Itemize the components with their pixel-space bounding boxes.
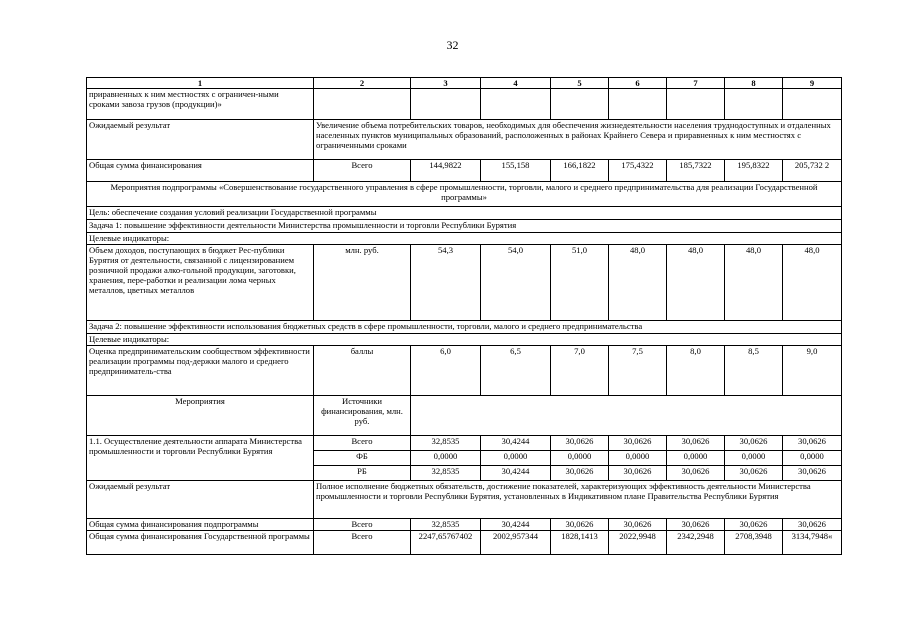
unit-cell: баллы [314,346,411,396]
value-cell: 30,0626 [783,436,842,451]
goal-text: Цель: обеспечение создания условий реализации Государственной программы [87,207,842,220]
value-cell: 0,0000 [609,451,667,466]
page-number: 32 [446,38,459,52]
value-cell: 30,0626 [783,519,842,531]
value-cell: 30,0626 [725,519,783,531]
task-text: Задача 1: повышение эффективности деятельности Министерства промышленности и торговли Республики Бурятия [87,220,842,233]
row-label: Объем доходов, поступающих в бюджет Рес-публики Бурятия от деятельности, связанной с лицензированием розничной продажи алко-гольной продукции, заготовки, хранения, пере-работки и реализации лома черных металлов, цветных металлов [87,245,314,321]
value-cell: 30,0626 [609,519,667,531]
row-label: Общая сумма финансирования Государственной программы [87,531,314,555]
table-row [87,346,842,396]
value-cell: 30,0626 [667,436,725,451]
source-cell: Всего [314,531,411,555]
value-cell: 48,0 [725,245,783,321]
value-cell: 54,0 [481,245,551,321]
empty-cell [667,89,725,120]
row-label: приравненных к ним местностях с ограничен-ными сроками завоза грузов (продукции)» [87,89,314,120]
value-cell: 7,0 [551,346,609,396]
value-cell: 30,0626 [609,436,667,451]
header-row [87,78,842,89]
value-cell: 155,158 [481,160,551,182]
empty-cell [783,89,842,120]
value-cell: 0,0000 [725,451,783,466]
value-cell: 30,0626 [725,466,783,481]
value-cell: 2002,957344 [481,531,551,555]
value-cell: 30,4244 [481,519,551,531]
table-row [87,245,842,321]
unit-cell: млн. руб. [314,245,411,321]
value-cell: 48,0 [783,245,842,321]
value-cell: 0,0000 [551,451,609,466]
source-cell: Всего [314,160,411,182]
row-label: Ожидаемый результат [87,120,314,160]
value-cell: 2342,2948 [667,531,725,555]
value-cell: 185,7322 [667,160,725,182]
row-label: Ожидаемый результат [87,481,314,519]
value-cell: 1828,1413 [551,531,609,555]
value-cell: 51,0 [551,245,609,321]
expected-result-text: Увеличение объема потребительских товаров, необходимых для обеспечения жизнедеятельности населения труднодоступных и отдаленных населенных пунктов муниципальных образований, расположенных в районах Крайнего Севера и приравненных к ним местностях с ограниченными сроками [314,120,842,160]
value-cell: 48,0 [667,245,725,321]
value-cell: 2022,9948 [609,531,667,555]
table-row [87,182,842,207]
table-row [87,519,842,531]
value-cell: 48,0 [609,245,667,321]
value-cell: 3134,7948« [783,531,842,555]
table-row [87,481,842,519]
value-cell: 0,0000 [667,451,725,466]
program-table [86,77,842,555]
table-row [87,207,842,220]
header-cell: 8 [725,78,783,89]
section-heading: Мероприятия подпрограммы «Совершенствование государственного управления в сфере промышленности, торговли, малого и среднего предпринимательства для реализации Государственной программы» [87,182,842,207]
activities-heading: Мероприятия [87,396,314,436]
header-cell: 6 [609,78,667,89]
source-cell: РБ [314,466,411,481]
value-cell: 8,0 [667,346,725,396]
value-cell: 54,3 [411,245,481,321]
row-label: Общая сумма финансирования подпрограммы [87,519,314,531]
source-cell: Всего [314,436,411,451]
value-cell: 195,8322 [725,160,783,182]
table-row [87,436,842,451]
empty-cell [609,89,667,120]
header-cell: 7 [667,78,725,89]
source-cell: ФБ [314,451,411,466]
value-cell: 2708,3948 [725,531,783,555]
table-row [87,334,842,346]
table-row [87,89,842,120]
empty-cell [314,89,411,120]
value-cell: 30,0626 [783,466,842,481]
value-cell: 30,0626 [667,466,725,481]
empty-cell [411,396,842,436]
value-cell: 0,0000 [481,451,551,466]
value-cell: 30,0626 [551,436,609,451]
table-row [87,160,842,182]
value-cell: 175,4322 [609,160,667,182]
table-row [87,321,842,334]
empty-cell [551,89,609,120]
value-cell: 8,5 [725,346,783,396]
row-label: Общая сумма финансирования [87,160,314,182]
value-cell: 0,0000 [783,451,842,466]
header-cell: 9 [783,78,842,89]
header-cell: 4 [481,78,551,89]
header-cell: 2 [314,78,411,89]
value-cell: 30,0626 [609,466,667,481]
table-row [87,531,842,555]
empty-cell [411,89,481,120]
value-cell: 32,8535 [411,436,481,451]
value-cell: 166,1822 [551,160,609,182]
task-text: Задача 2: повышение эффективности использования бюджетных средств в сфере промышленности, торговли, малого и среднего предпринимательства [87,321,842,334]
empty-cell [725,89,783,120]
indicators-heading: Целевые индикаторы: [87,334,842,346]
table-row [87,233,842,245]
sources-heading: Источники финансирования, млн. руб. [314,396,411,436]
source-cell: Всего [314,519,411,531]
value-cell: 30,0626 [551,466,609,481]
value-cell: 6,0 [411,346,481,396]
value-cell: 7,5 [609,346,667,396]
header-cell: 3 [411,78,481,89]
expected-result-text: Полное исполнение бюджетных обязательств, достижение показателей, характеризующих эффективность деятельности Министерства промышленности и торговли Республики Бурятия, установленных в Индикативном плане Правительства Республики Бурятия [314,481,842,519]
indicators-heading: Целевые индикаторы: [87,233,842,245]
value-cell: 32,8535 [411,466,481,481]
table-row [87,220,842,233]
value-cell: 30,4244 [481,466,551,481]
value-cell: 205,732 2 [783,160,842,182]
value-cell: 6,5 [481,346,551,396]
value-cell: 30,0626 [551,519,609,531]
table-row [87,396,842,436]
row-label: Оценка предпринимательским сообществом эффективности реализации программы под-держки малого и среднего предприниматель-ства [87,346,314,396]
value-cell: 32,8535 [411,519,481,531]
value-cell: 2247,65767402 [411,531,481,555]
value-cell: 30,0626 [725,436,783,451]
table-row [87,120,842,160]
value-cell: 0,0000 [411,451,481,466]
row-label: 1.1. Осуществление деятельности аппарата Министерства промышленности и торговли Республики Бурятия [87,436,314,481]
value-cell: 30,0626 [667,519,725,531]
header-cell: 1 [87,78,314,89]
value-cell: 30,4244 [481,436,551,451]
empty-cell [481,89,551,120]
value-cell: 9,0 [783,346,842,396]
header-cell: 5 [551,78,609,89]
value-cell: 144,9822 [411,160,481,182]
